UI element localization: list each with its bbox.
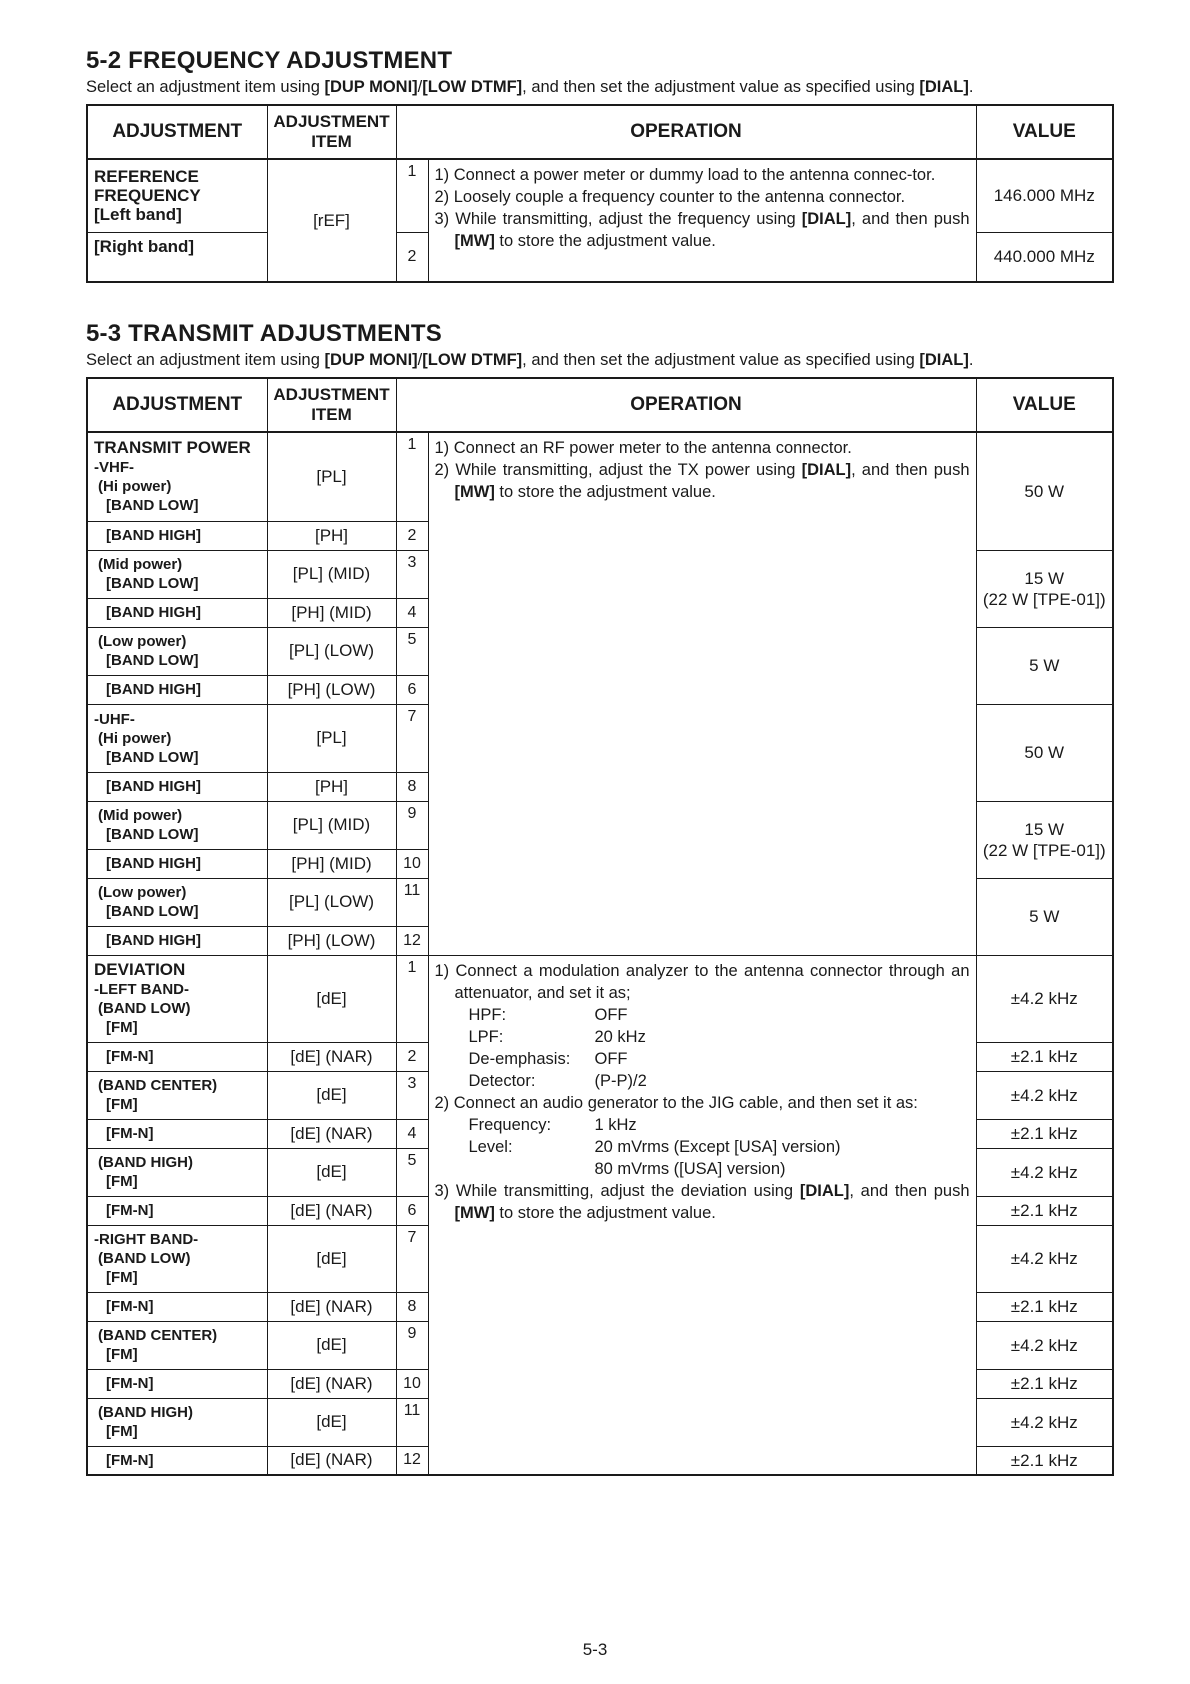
header-operation: OPERATION bbox=[396, 105, 976, 159]
value-cell: 15 W (22 W [TPE-01]) bbox=[976, 550, 1113, 627]
step-number: 11 bbox=[396, 1398, 428, 1446]
adjustment-item-cell: [dE] bbox=[267, 1148, 396, 1196]
adjustment-cell: (Low power) [BAND LOW] bbox=[87, 878, 267, 926]
adjustment-item-cell: [dE] (NAR) bbox=[267, 1292, 396, 1321]
step-number: 10 bbox=[396, 849, 428, 878]
step-number: 4 bbox=[396, 598, 428, 627]
step-number: 1 bbox=[396, 955, 428, 1042]
value-cell: 440.000 MHz bbox=[976, 232, 1113, 282]
adjustment-cell: (BAND CENTER) [FM] bbox=[87, 1321, 267, 1369]
adjustment-cell: (Mid power) [BAND LOW] bbox=[87, 801, 267, 849]
step-number: 5 bbox=[396, 627, 428, 675]
adjustment-item-cell: [PH] (LOW) bbox=[267, 926, 396, 955]
adjustment-item-cell: [PH] bbox=[267, 772, 396, 801]
page-number: 5-3 bbox=[582, 1640, 608, 1659]
adjustment-cell: [FM-N] bbox=[87, 1292, 267, 1321]
adjustment-cell: (BAND HIGH) [FM] bbox=[87, 1398, 267, 1446]
adjustment-item-cell: [PL] (LOW) bbox=[267, 627, 396, 675]
header-value: VALUE bbox=[976, 105, 1113, 159]
step-number: 4 bbox=[396, 1119, 428, 1148]
section-title-transmit-adjustments: 5-3 TRANSMIT ADJUSTMENTS bbox=[86, 320, 442, 347]
header-adjustment: ADJUSTMENT bbox=[87, 378, 267, 432]
adjustment-cell: [Right band] bbox=[87, 232, 267, 282]
adjustment-cell: [FM-N] bbox=[87, 1119, 267, 1148]
adjustment-item-cell: [dE] (NAR) bbox=[267, 1369, 396, 1398]
value-cell: ±2.1 kHz bbox=[976, 1446, 1113, 1475]
value-cell: ±4.2 kHz bbox=[976, 1071, 1113, 1119]
adjustment-cell: [BAND HIGH] bbox=[87, 675, 267, 704]
adjustment-cell: TRANSMIT POWER -VHF- (Hi power) [BAND LOW] bbox=[87, 432, 267, 521]
operation-cell: 1) Connect an RF power meter to the antenna connector. 2) While transmitting, adjust the TX power using [DIAL], and then push [MW] to store the adjustment value. bbox=[428, 432, 976, 955]
step-number: 6 bbox=[396, 675, 428, 704]
transmit-adjustments-table bbox=[86, 377, 1114, 1476]
adjustment-cell: DEVIATION -LEFT BAND- (BAND LOW) [FM] bbox=[87, 955, 267, 1042]
adjustment-item-cell: [PH] (MID) bbox=[267, 598, 396, 627]
adjustment-item-cell: [dE] bbox=[267, 1225, 396, 1292]
value-cell: ±2.1 kHz bbox=[976, 1119, 1113, 1148]
value-cell: 15 W (22 W [TPE-01]) bbox=[976, 801, 1113, 878]
adjustment-cell: [BAND HIGH] bbox=[87, 598, 267, 627]
value-cell: ±4.2 kHz bbox=[976, 955, 1113, 1042]
section-title-frequency-adjustment: 5-2 FREQUENCY ADJUSTMENT bbox=[86, 47, 453, 74]
adjustment-cell: [FM-N] bbox=[87, 1446, 267, 1475]
adjustment-item-cell: [PL] (MID) bbox=[267, 801, 396, 849]
adjustment-cell: (BAND CENTER) [FM] bbox=[87, 1071, 267, 1119]
operation-cell: 1) Connect a power meter or dummy load to the antenna connec-tor. 2) Loosely couple a frequency counter to the antenna connector. 3) While transmitting, adjust the frequency using [DIAL], and then push [MW] to store the adjustment value. bbox=[428, 159, 976, 282]
value-cell: ±4.2 kHz bbox=[976, 1148, 1113, 1196]
adjustment-item-cell: [PH] (LOW) bbox=[267, 675, 396, 704]
adjustment-cell: (BAND HIGH) [FM] bbox=[87, 1148, 267, 1196]
adjustment-cell: REFERENCE FREQUENCY [Left band] bbox=[87, 159, 267, 232]
table-row bbox=[87, 159, 1113, 232]
adjustment-item-cell: [PL] (MID) bbox=[267, 550, 396, 598]
operation-cell: 1) Connect a modulation analyzer to the antenna connector through an attenuator, and set it as; HPF: OFF LPF: 20 kHz De-emphasis: OFF Detector: (P-P)/2 2) Connect an audio generator to the JIG cable, and then set it as: Frequency: 1 kHz Level: 20 mVrms (Except [USA] version) 80 mVrms ([USA] version) 3) While transmitting, adjust the deviation using [DIAL], and then push [MW] to store the adjustment value. bbox=[428, 955, 976, 1475]
step-number: 10 bbox=[396, 1369, 428, 1398]
value-cell: ±4.2 kHz bbox=[976, 1398, 1113, 1446]
adjustment-cell: [FM-N] bbox=[87, 1042, 267, 1071]
step-number: 7 bbox=[396, 704, 428, 772]
adjustment-cell: [BAND HIGH] bbox=[87, 521, 267, 550]
header-adjustment-item: ADJUSTMENT ITEM bbox=[267, 378, 396, 432]
table-header-row bbox=[87, 105, 1113, 159]
frequency-adjustment-table bbox=[86, 104, 1114, 283]
adjustment-item-cell: [dE] bbox=[267, 1071, 396, 1119]
header-value: VALUE bbox=[976, 378, 1113, 432]
value-cell: ±2.1 kHz bbox=[976, 1042, 1113, 1071]
adjustment-cell: [BAND HIGH] bbox=[87, 772, 267, 801]
adjustment-item-cell: [dE] (NAR) bbox=[267, 1042, 396, 1071]
adjustment-cell: -UHF- (Hi power) [BAND LOW] bbox=[87, 704, 267, 772]
value-cell: ±2.1 kHz bbox=[976, 1369, 1113, 1398]
adjustment-cell: -RIGHT BAND- (BAND LOW) [FM] bbox=[87, 1225, 267, 1292]
step-number: 2 bbox=[396, 232, 428, 282]
header-operation: OPERATION bbox=[396, 378, 976, 432]
step-number: 8 bbox=[396, 772, 428, 801]
step-number: 11 bbox=[396, 878, 428, 926]
table-row bbox=[87, 955, 1113, 1042]
step-number: 5 bbox=[396, 1148, 428, 1196]
step-number: 6 bbox=[396, 1196, 428, 1225]
adjustment-item-cell: [dE] (NAR) bbox=[267, 1446, 396, 1475]
step-number: 1 bbox=[396, 159, 428, 232]
value-cell: 50 W bbox=[976, 704, 1113, 801]
adjustment-cell: [BAND HIGH] bbox=[87, 926, 267, 955]
adjustment-cell: [BAND HIGH] bbox=[87, 849, 267, 878]
adjustment-item-cell: [PH] bbox=[267, 521, 396, 550]
adjustment-cell: (Mid power) [BAND LOW] bbox=[87, 550, 267, 598]
adjustment-item-cell: [dE] bbox=[267, 955, 396, 1042]
step-number: 8 bbox=[396, 1292, 428, 1321]
step-number: 7 bbox=[396, 1225, 428, 1292]
adjustment-cell: [FM-N] bbox=[87, 1369, 267, 1398]
value-cell: ±4.2 kHz bbox=[976, 1225, 1113, 1292]
adjustment-cell: (Low power) [BAND LOW] bbox=[87, 627, 267, 675]
adjustment-item-cell: [PL] (LOW) bbox=[267, 878, 396, 926]
step-number: 9 bbox=[396, 1321, 428, 1369]
step-number: 3 bbox=[396, 1071, 428, 1119]
page bbox=[86, 46, 1112, 1476]
adjustment-item-cell: [PH] (MID) bbox=[267, 849, 396, 878]
value-cell: ±2.1 kHz bbox=[976, 1196, 1113, 1225]
adjustment-item-cell: [PL] bbox=[267, 704, 396, 772]
value-cell: 5 W bbox=[976, 627, 1113, 704]
header-adjustment: ADJUSTMENT bbox=[87, 105, 267, 159]
adjustment-item-cell: [dE] (NAR) bbox=[267, 1196, 396, 1225]
value-cell: ±2.1 kHz bbox=[976, 1292, 1113, 1321]
adjustment-item-cell: [rEF] bbox=[267, 159, 396, 282]
step-number: 2 bbox=[396, 521, 428, 550]
section-intro: Select an adjustment item using [DUP MONI]/[LOW DTMF], and then set the adjustment value as specified using [DIAL]. bbox=[86, 351, 974, 369]
adjustment-item-cell: [dE] (NAR) bbox=[267, 1119, 396, 1148]
adjustment-item-cell: [dE] bbox=[267, 1398, 396, 1446]
value-cell: 50 W bbox=[976, 432, 1113, 550]
adjustment-item-cell: [PL] bbox=[267, 432, 396, 521]
value-cell: ±4.2 kHz bbox=[976, 1321, 1113, 1369]
step-number: 9 bbox=[396, 801, 428, 849]
adjustment-item-cell: [dE] bbox=[267, 1321, 396, 1369]
step-number: 12 bbox=[396, 1446, 428, 1475]
step-number: 2 bbox=[396, 1042, 428, 1071]
section-intro: Select an adjustment item using [DUP MONI]/[LOW DTMF], and then set the adjustment value as specified using [DIAL]. bbox=[86, 78, 974, 96]
step-number: 3 bbox=[396, 550, 428, 598]
table-header-row bbox=[87, 378, 1113, 432]
header-adjustment-item: ADJUSTMENT ITEM bbox=[267, 105, 396, 159]
value-cell: 146.000 MHz bbox=[976, 159, 1113, 232]
adjustment-cell: [FM-N] bbox=[87, 1196, 267, 1225]
value-cell: 5 W bbox=[976, 878, 1113, 955]
step-number: 1 bbox=[396, 432, 428, 521]
step-number: 12 bbox=[396, 926, 428, 955]
table-row bbox=[87, 432, 1113, 521]
